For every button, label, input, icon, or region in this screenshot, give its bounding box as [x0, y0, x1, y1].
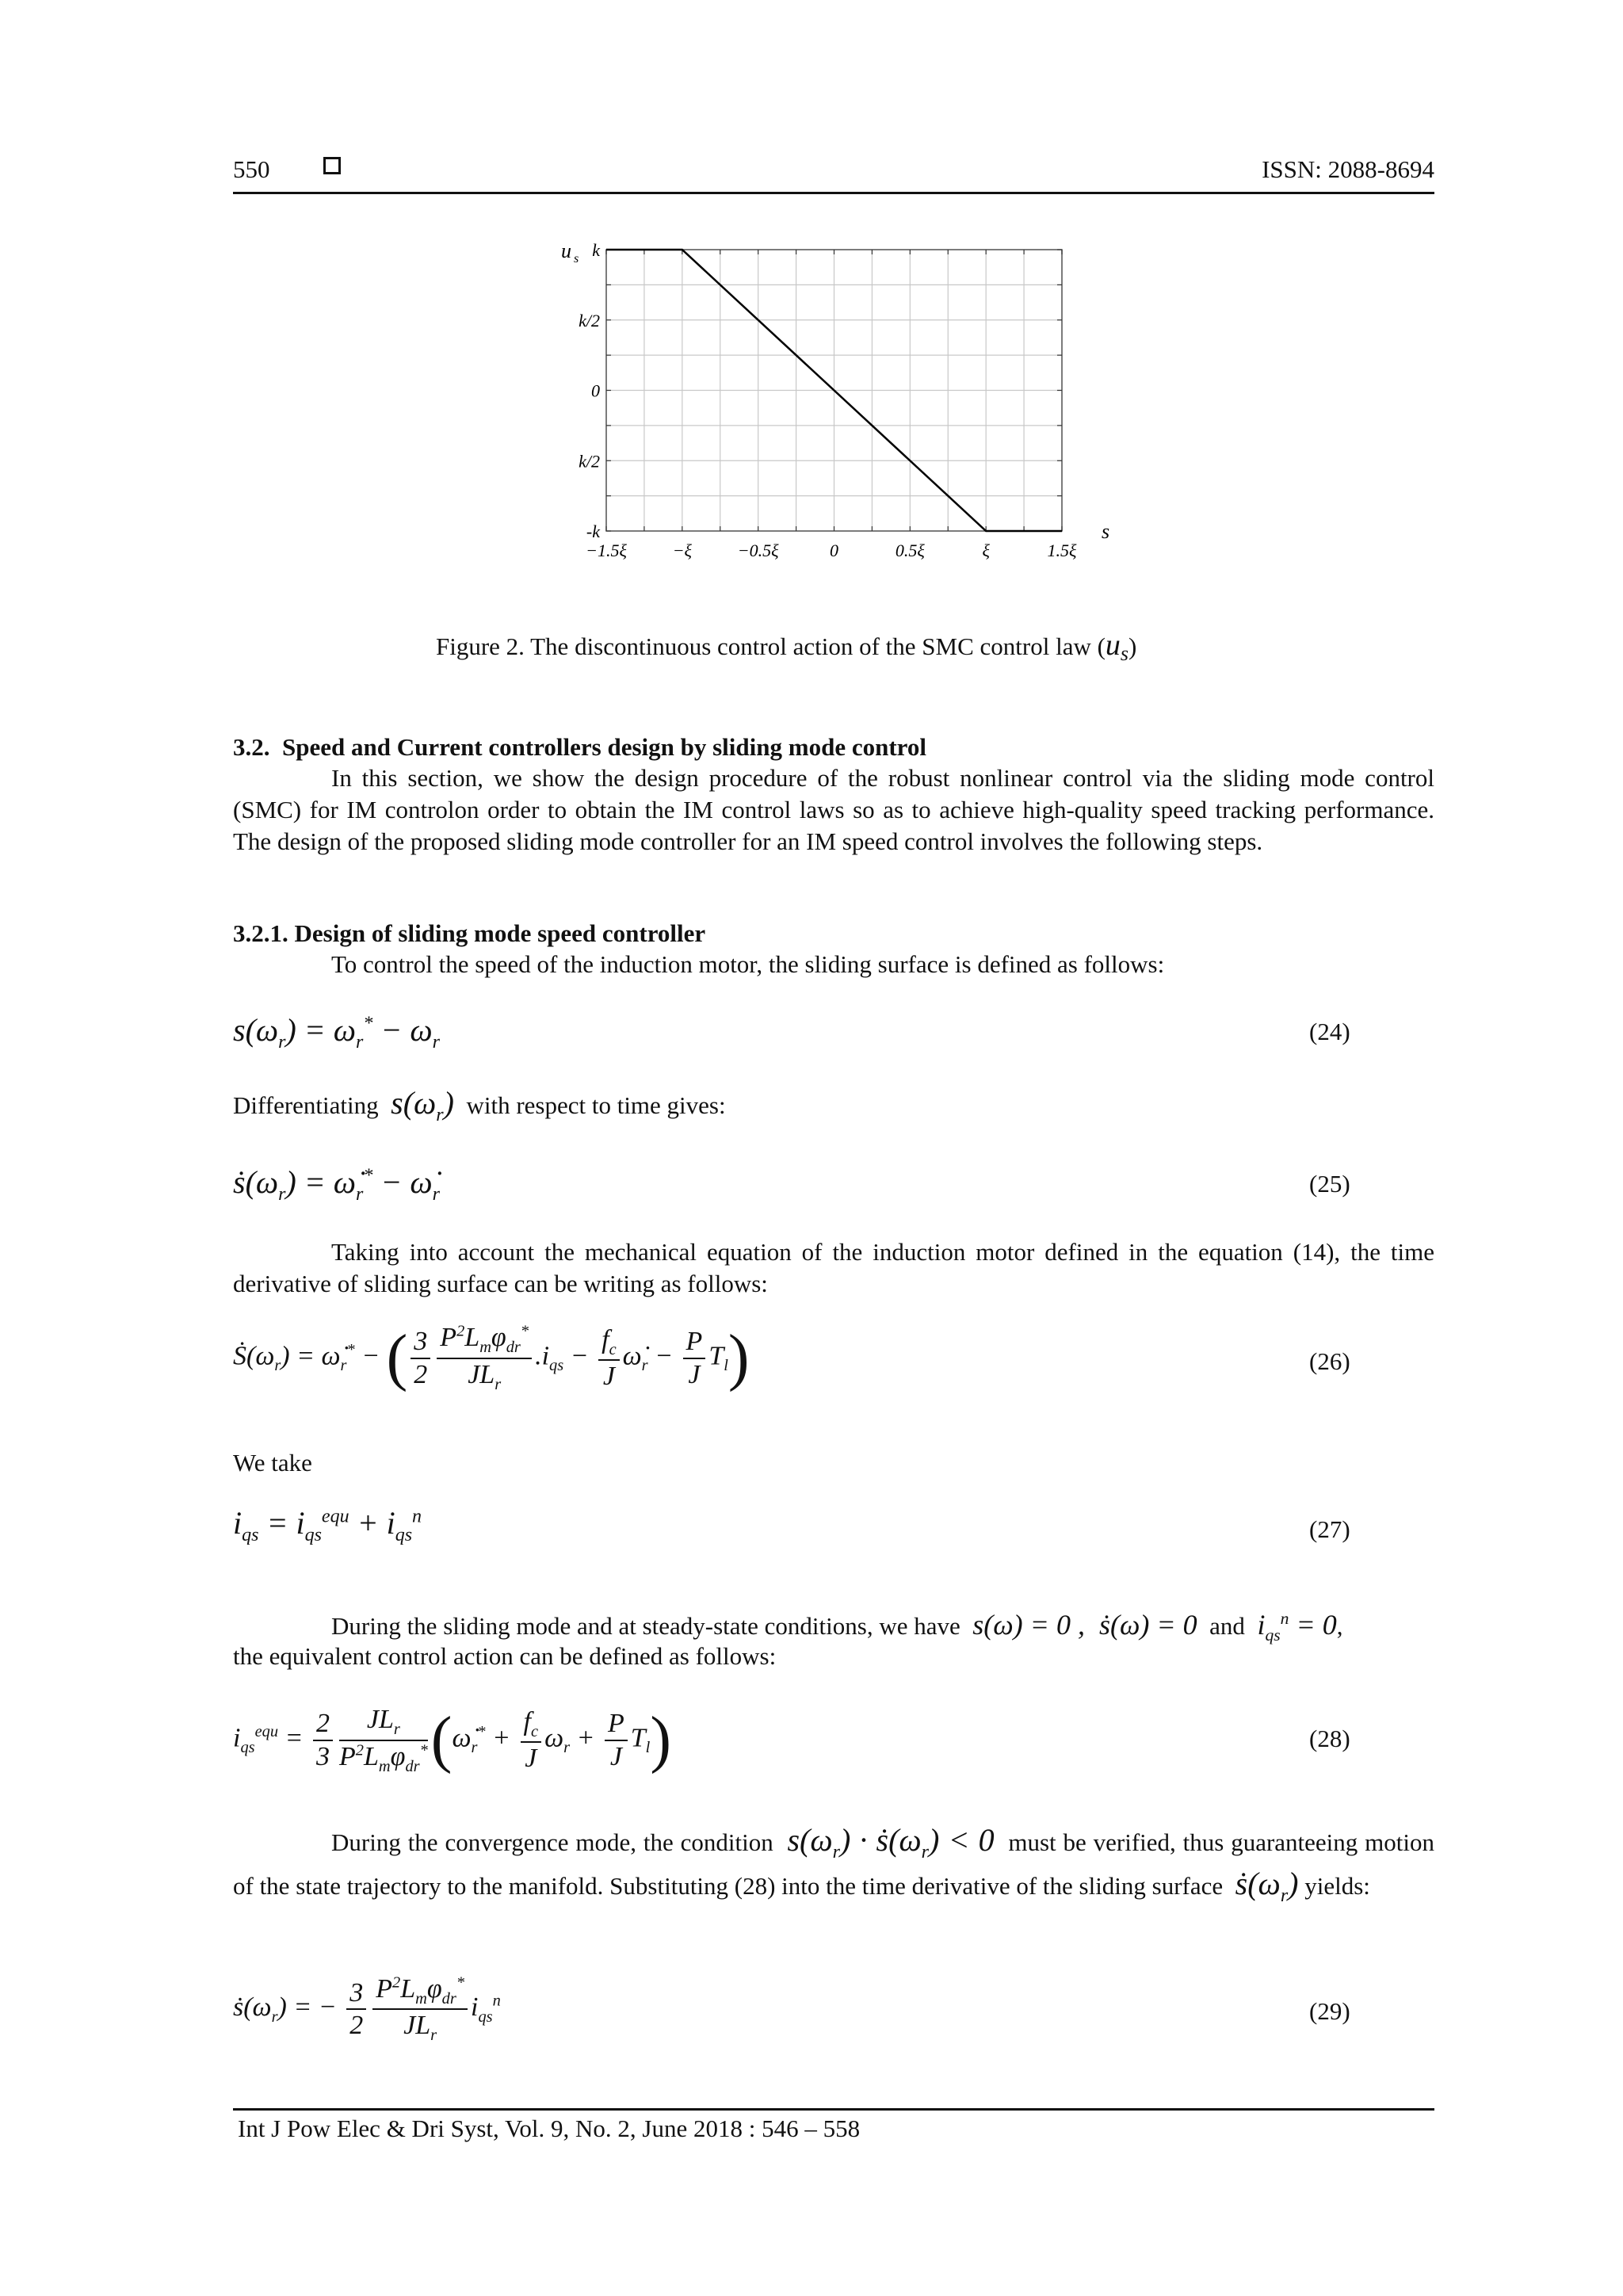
header-rule [233, 192, 1434, 194]
y-tick-label: k/2 [579, 451, 600, 472]
x-tick-label: −1.5ξ [586, 541, 627, 560]
x-tick-label: −0.5ξ [737, 541, 779, 560]
x-tick-label: 0 [830, 541, 838, 560]
equation-26: $Ṡ(\omega_r)$ = $\omegȧ_r^*$ − ( $\frac{3}{2}$ $\frac{P^2L_m\varphi_{dr}^*}{JL_r}$ $.i_{qs}$ − $\frac{f_c}{J}$ $\omegȧ_r$ − $\frac{P}{J}$ $T_l$) [233, 1322, 750, 1393]
figure-2-chart [547, 234, 1117, 583]
y-axis-label: u [561, 239, 571, 262]
x-tick-label: ξ [982, 541, 990, 560]
taking-account-paragraph: Taking into account the mechanical equation of the induction motor defined in the equation (14), the time derivative of sliding surface can be writing as follows: [233, 1238, 1434, 1297]
equation-29: $ṡ(\omega_r)$ = − $\frac{3}{2}$ $\frac{P^2L_m\varphi_{dr}^*}{JL_r}$ $i_{qs}^n$ [233, 1973, 501, 2045]
section-paragraph: In this section, we show the design procedure of the robust nonlinear control via the sliding mode control (SMC) for IM controlon order to obtain the IM control laws so as to achieve high-quality speed tracking performance. The design of the proposed sliding mode controller for an IM speed control involves the following steps. [233, 764, 1434, 855]
footer-citation: Int J Pow Elec & Dri Syst, Vol. 9, No. 2, June 2018 : 546 – 558 [238, 2115, 861, 2142]
equation-number-27: (27) [1309, 1515, 1350, 1543]
x-tick-label: 0.5ξ [895, 541, 925, 560]
y-tick-label: -k [586, 521, 600, 541]
equation-number-26: (26) [1309, 1347, 1350, 1375]
subsection-heading: 3.2.1. Design of sliding mode speed controller [233, 919, 706, 947]
equation-25: $ṡ(\omega_r)$ = $\omegȧ_r^*$ − $\omegȧ_r$ [233, 1164, 440, 1205]
equation-number-25: (25) [1309, 1170, 1350, 1198]
square-bullet-icon [323, 157, 341, 174]
equation-number-29: (29) [1309, 1997, 1350, 2025]
equation-28: $i_{qs}^{equ}$ = $\frac{2}{3}$ $\frac{JL_r}{P^2L_m\varphi_{dr}^*}$ ($\omegȧ_r^*$ + $\frac{f_c}{J}$ $\omega_r$ + $\frac{P}{J}$ $T_l$) [233, 1705, 671, 1775]
equation-number-24: (24) [1309, 1018, 1350, 1045]
footer-rule [233, 2108, 1434, 2111]
equation-27: $i_{qs} = i_{qs}^{equ} + i_{qs}^n$ [233, 1505, 422, 1545]
page-number: 550 [233, 155, 270, 183]
y-tick-label: 0 [591, 380, 600, 401]
section-heading: 3.2. Speed and Current controllers design by sliding mode control [233, 733, 926, 761]
differentiating-text: Differentiating $s(\omega_r)$ with respect to time gives: [233, 1085, 726, 1125]
x-tick-label: 1.5ξ [1047, 541, 1077, 560]
figure-caption: Figure 2. The discontinuous control action of the SMC control law $(u_s)$ [436, 628, 1137, 666]
during-convergence-text: During the convergence mode, the condition $s(\omega_r)$ · $ṡ(\omega_r) < 0$ must be verified, thus guaranteeing motion of the state trajectory to the manifold. Substituting (28) into the time derivative of the sliding surface $ṡ(\omega_r)$ yields: [233, 1822, 1434, 1906]
y-tick-label: k/2 [579, 310, 600, 330]
equation-24: $s(\omega_r) = \omega_r^* - \omega_r$ [233, 1012, 440, 1052]
equivalent-action-text: the equivalent control action can be defined as follows: [233, 1642, 777, 1670]
equation-number-28: (28) [1309, 1725, 1350, 1752]
y-tick-label: k [592, 240, 600, 260]
during-sliding-text: During the sliding mode and at steady-state conditions, we have s(ω) = 0 , ṡ(ω) = 0 and $i_{qs}^n = 0$, [331, 1609, 1343, 1645]
subsection-paragraph: To control the speed of the induction motor, the sliding surface is defined as follows: [331, 950, 1165, 978]
we-take-text: We take [233, 1449, 312, 1477]
x-tick-label: −ξ [672, 541, 692, 560]
journal-issn: ISSN: 2088-8694 [1262, 155, 1434, 183]
y-axis-label-sub: s [574, 252, 579, 266]
x-axis-label: s [1102, 520, 1110, 543]
